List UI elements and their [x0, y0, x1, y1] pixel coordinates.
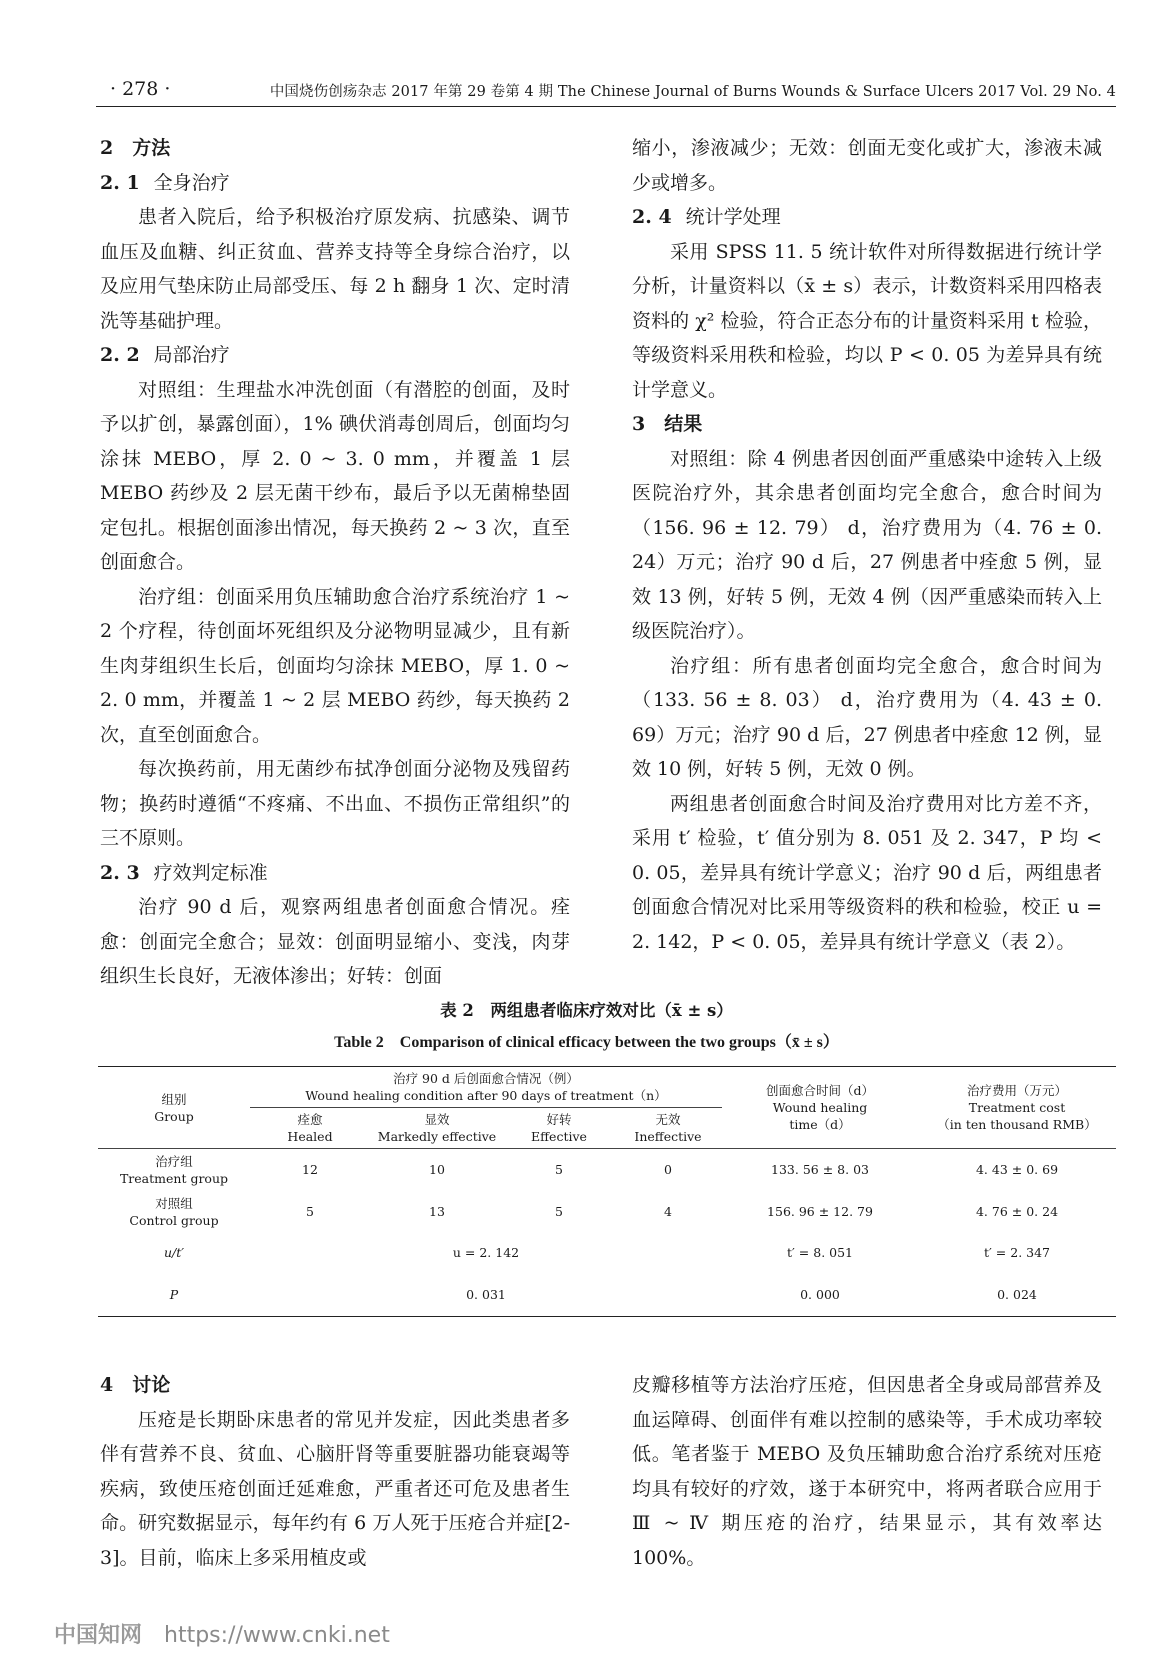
- paragraph: 每次换药前，用无菌纱布拭净创面分泌物及残留药物；换药时遵循“不疼痛、不出血、不损伤正常组织”的三不原则。: [100, 758, 570, 849]
- subheader-effective: 好转 Effective: [504, 1108, 614, 1149]
- subheader-ineffective: 无效 Ineffective: [614, 1108, 722, 1149]
- left-column-bottom: [100, 1368, 570, 1575]
- section-2-3-heading: 2. 3 疗效判定标准: [100, 861, 268, 884]
- table-row: 对照组 Control group 5 13 5 4 156. 96 ± 12. 79 4. 76 ± 0. 24: [129, 1195, 1059, 1228]
- paragraph: 对照组：生理盐水冲洗创面（有潜腔的创面，及时予以扩创，暴露创面），1% 碘伏消毒创周后，创面均匀涂抹 MEBO，厚 2. 0 ~ 3. 0 mm，并覆盖 1 层 MEBO 药纱及 2 层无菌干纱布，最后予以无菌棉垫固定包扎。根据创面渗出情况，每天换药 2 ~ 3 次，直至创面愈合。: [100, 378, 570, 573]
- section-2-2-heading: 2. 2 局部治疗: [100, 344, 230, 366]
- header-cost: 治疗费用（万元） Treatment cost （in ten thousand RMB）: [918, 1067, 1116, 1149]
- paragraph: 采用 SPSS 11. 5 统计软件对所得数据进行统计学分析，计量资料以（x̄ ± s）表示，计数资料采用四格表资料的 χ² 检验，符合正态分布的计量资料采用 t 检验，等级资料采用秩和检验，均以 P < 0. 05 为差异具有统计学意义。: [632, 240, 1102, 401]
- section-2-1-heading: 2. 1 全身治疗: [100, 171, 230, 194]
- table-row: 治疗组 Treatment group 12 10 5 0 133. 56 ± 8. 03 4. 43 ± 0. 69: [119, 1153, 1059, 1186]
- paragraph: 治疗组：创面采用负压辅助愈合治疗系统治疗 1 ~ 2 个疗程，待创面坏死组织及分泌物明显减少，且有新生肉芽组织生长后，创面均匀涂抹 MEBO，厚 1. 0 ~ 2. 0 mm，并覆盖 1 ~ 2 层 MEBO 药纱，每天换药 2 次，直至创面愈合。: [100, 585, 570, 746]
- efficacy-table: [98, 1066, 1116, 1317]
- header-healing: 治疗 90 d 后创面愈合情况（例） Wound healing condition after 90 days of treatment（n）: [250, 1067, 722, 1108]
- paragraph: 对照组：除 4 例患者因创面严重感染中途转入上级医院治疗外，其余患者创面均完全愈合，愈合时间为（156. 96 ± 12. 79） d，治疗费用为（4. 76 ± 0. 24）万元；治疗 90 d 后，27 例患者中痊愈 5 例，显效 13 例，好转 5 例，无效 4 例（因严重感染而转入上级医院治疗）。: [632, 447, 1102, 642]
- subheader-healed: 痊愈 Healed: [250, 1108, 370, 1149]
- header-time: 创面愈合时间（d） Wound healing time（d）: [722, 1067, 918, 1149]
- paragraph: 治疗 90 d 后，观察两组患者创面愈合情况。痊愈：创面完全愈合；显效：创面明显缩小、变浅，肉芽组织生长良好，无液体渗出；好转：创面: [100, 896, 570, 987]
- section-2-4-heading: 2. 4 统计学处理: [632, 206, 781, 228]
- paragraph: 缩小，渗液减少；无效：创面无变化或扩大，渗液未减少或增多。: [632, 137, 1102, 194]
- paragraph: 治疗组：所有患者创面均完全愈合，愈合时间为（133. 56 ± 8. 03） d，治疗费用为（4. 43 ± 0. 69）万元；治疗 90 d 后，27 例患者中痊愈 12 例，显效 10 例，好转 5 例，无效 0 例。: [632, 654, 1102, 780]
- section-3-heading: 3 结果: [632, 413, 703, 435]
- paragraph: 皮瓣移植等方法治疗压疮，但因患者全身或局部营养及血运障碍、创面伴有难以控制的感染等，手术成功率较低。笔者鉴于 MEBO 及负压辅助愈合治疗系统对压疮均具有较好的疗效，遂于本研究中，将两者联合应用于 Ⅲ ~ Ⅳ 期压疮的治疗，结果显示，其有效率达 100%。: [632, 1374, 1102, 1569]
- table-row-stat: u/t′ u = 2. 142 t′ = 8. 051 t′ = 2. 347: [163, 1245, 1051, 1260]
- subheader-marked: 显效 Markedly effective: [370, 1108, 504, 1149]
- section-4-heading: 4 讨论: [100, 1374, 171, 1396]
- table-caption-cn: 表 2 两组患者临床疗效对比（x̄ ± s）: [440, 1001, 733, 1020]
- page-number: · 278 ·: [110, 78, 171, 100]
- left-column-top: [100, 131, 570, 994]
- table-caption-en: Table 2 Comparison of clinical efficacy between the two groups（x̄ ± s）: [334, 1034, 839, 1051]
- section-2-heading: 2 方法: [100, 137, 171, 159]
- journal-title: 中国烧伤创疡杂志 2017 年第 29 卷第 4 期 The Chinese Journal of Burns Wounds & Surface Ulcers 2017 Vol. 29 No. 4: [269, 84, 1116, 100]
- paragraph: 两组患者创面愈合时间及治疗费用对比方差不齐，采用 t′ 检验，t′ 值分别为 8. 051 及 2. 347，P 均 < 0. 05，差异具有统计学意义；治疗 90 d 后，两组患者创面愈合情况对比采用等级资料的秩和检验，校正 u = 2. 142，P < 0. 05，差异具有统计学意义（表 2）。: [632, 792, 1102, 953]
- paragraph: 压疮是长期卧床患者的常见并发症，因此类患者多伴有营养不良、贫血、心脑肝肾等重要脏器功能衰竭等疾病，致使压疮创面迁延难愈，严重者还可危及患者生命。研究数据显示，每年约有 6 万人死于压疮合并症[2-3]。目前，临床上多采用植皮或: [100, 1408, 570, 1569]
- header-group: 组别 Group: [98, 1067, 250, 1149]
- paragraph: 患者入院后，给予积极治疗原发病、抗感染、调节血压及血糖、纠正贫血、营养支持等全身综合治疗，以及应用气垫床防止局部受压、每 2 h 翻身 1 次、定时清洗等基础护理。: [100, 206, 570, 332]
- table-row-p: P 0. 031 0. 000 0. 024: [98, 1273, 1116, 1317]
- right-column-top: [632, 131, 1102, 959]
- cnki-watermark: 中国知网 https://www.cnki.net: [54, 1623, 390, 1648]
- running-header: [96, 76, 1116, 107]
- right-column-bottom: [632, 1368, 1102, 1575]
